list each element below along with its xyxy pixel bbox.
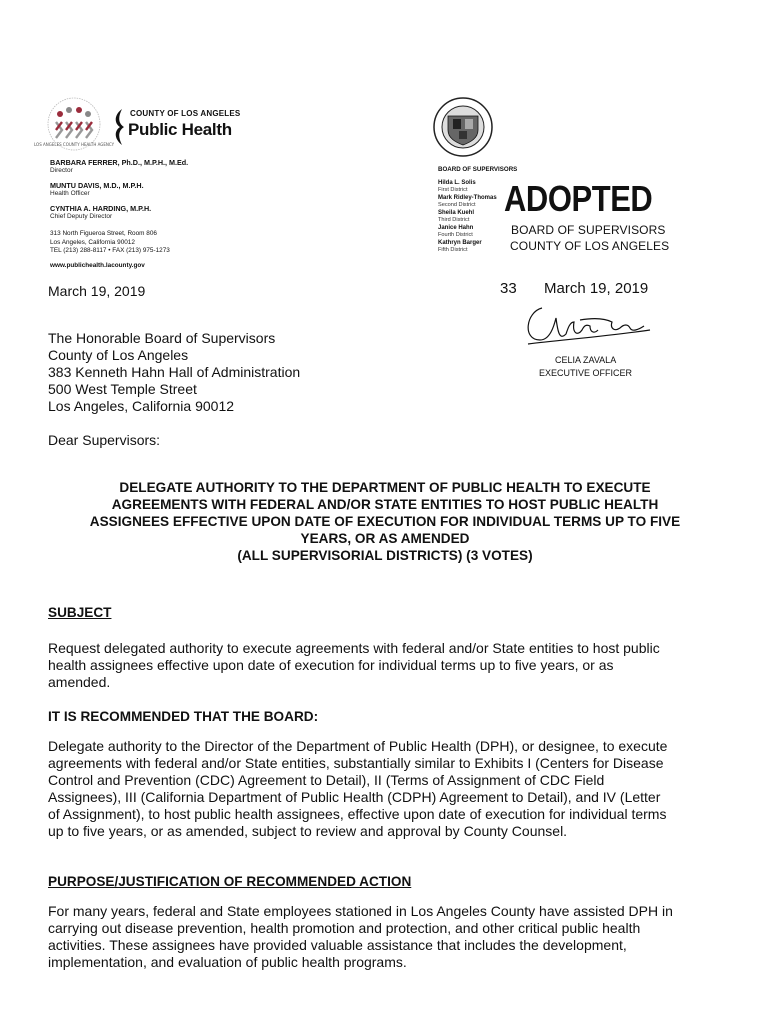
- paragraph-line: Delegate authority to the Director of the Department of Public Health (DPH), or designee, to execute: [48, 738, 668, 754]
- stamp-county-line: COUNTY OF LOS ANGELES: [510, 239, 670, 253]
- executive-officer-title: EXECUTIVE OFFICER: [539, 368, 633, 378]
- board-member-district: Second District: [438, 202, 476, 208]
- paragraph-line: health assignees effective upon date of execution for individual terms up to five years, or as: [48, 657, 614, 673]
- purpose-heading: PURPOSE/JUSTIFICATION OF RECOMMENDED ACTION: [48, 874, 412, 889]
- address-line: Los Angeles, California 90012: [50, 238, 135, 246]
- recommendation-heading: IT IS RECOMMENDED THAT THE BOARD:: [48, 709, 319, 724]
- board-member-name: Sheila Kuehl: [438, 210, 475, 216]
- staff-name: BARBARA FERRER, Ph.D., M.P.H., M.Ed.: [50, 158, 189, 167]
- website-link[interactable]: www.publichealth.lacounty.gov: [50, 261, 145, 269]
- title-line: ASSIGNEES EFFECTIVE UPON DATE OF EXECUTION FOR INDIVIDUAL TERMS UP TO FIVE: [89, 514, 681, 529]
- salutation: Dear Supervisors:: [48, 432, 161, 448]
- paragraph-line: Request delegated authority to execute agreements with federal and/or State entities to host public: [48, 640, 660, 656]
- board-member-district: Fourth District: [438, 232, 473, 238]
- agency-badge-text: LOS ANGELES COUNTY HEALTH AGENCY: [33, 142, 115, 147]
- staff-name: MUNTU DAVIS, M.D., M.P.H.: [50, 181, 144, 190]
- board-member-name: Janice Hahn: [438, 225, 474, 231]
- board-member-district: Third District: [438, 217, 470, 223]
- county-seal-icon: [432, 96, 494, 158]
- purpose-paragraph: [48, 903, 738, 971]
- county-label: COUNTY OF LOS ANGELES: [130, 109, 241, 118]
- adopted-date: March 19, 2019: [544, 280, 649, 297]
- address-line: TEL (213) 288-8117 • FAX (213) 975-1273: [50, 247, 170, 254]
- staff-name: CYNTHIA A. HARDING, M.P.H.: [50, 204, 152, 213]
- addressee-line: 383 Kenneth Hahn Hall of Administration: [48, 364, 301, 380]
- board-member-district: First District: [438, 187, 468, 193]
- board-member-name: Kathryn Barger: [438, 240, 482, 246]
- address-line: 313 North Figueroa Street, Room 806: [50, 230, 157, 237]
- paragraph-line: amended.: [48, 674, 111, 690]
- addressee-line: 500 West Temple Street: [48, 381, 197, 397]
- executive-officer-name: CELIA ZAVALA: [555, 355, 617, 365]
- addressee-line: County of Los Angeles: [48, 347, 189, 363]
- paragraph-line: Control and Prevention (CDC) Agreement to Detail), II (Terms of Assignment of CDC Field: [48, 772, 605, 788]
- addressee-line: The Honorable Board of Supervisors: [48, 330, 276, 346]
- addressee-line: Los Angeles, California 90012: [48, 398, 235, 414]
- letter-date: March 19, 2019: [48, 283, 146, 299]
- paragraph-line: agreements with federal and/or State entities, substantially similar to Exhibits I (Centers for Disease: [48, 755, 664, 771]
- paragraph-line: carrying out disease prevention, health promotion and protection, and other critical public health: [48, 920, 641, 936]
- paragraph-line: activities. These assignees have provided valuable assistance that includes the development,: [48, 937, 627, 953]
- paragraph-line: up to five years, or as amended, subject to review and approval by County Counsel.: [48, 823, 568, 839]
- addressee-block: [48, 330, 300, 415]
- staff-title: Director: [50, 167, 73, 174]
- letter-title: [40, 479, 730, 564]
- title-line: DELEGATE AUTHORITY TO THE DEPARTMENT OF PUBLIC HEALTH TO EXECUTE: [119, 480, 651, 495]
- agenda-item-number: 33: [500, 280, 517, 297]
- title-line: (ALL SUPERVISORIAL DISTRICTS) (3 VOTES): [237, 548, 533, 563]
- title-line: YEARS, OR AS AMENDED: [300, 531, 470, 546]
- adopted-stamp: ADOPTED: [504, 178, 653, 219]
- staff-title: Health Officer: [50, 190, 90, 197]
- department-logo: [112, 105, 252, 147]
- paragraph-line: of Assignment), to host public health assignees, effective upon date of execution for individual terms: [48, 806, 667, 822]
- department-name: Public Health: [128, 120, 232, 139]
- subject-heading: SUBJECT: [48, 605, 112, 620]
- board-member-name: Hilda L. Solis: [438, 180, 476, 186]
- health-agency-logo: [33, 96, 115, 156]
- board-member-district: Fifth District: [438, 247, 468, 253]
- board-header: BOARD OF SUPERVISORS: [438, 166, 518, 173]
- title-line: AGREEMENTS WITH FEDERAL AND/OR STATE ENTITIES TO HOST PUBLIC HEALTH: [111, 497, 659, 512]
- board-member-list: [438, 180, 497, 255]
- recommendation-paragraph: [48, 738, 738, 840]
- flame-icon: [112, 107, 128, 147]
- staff-title: Chief Deputy Director: [50, 213, 113, 220]
- subject-paragraph: [48, 640, 728, 691]
- paragraph-line: For many years, federal and State employees stationed in Los Angeles County have assisted DPH in: [48, 903, 673, 919]
- paragraph-line: implementation, and evaluation of public health programs.: [48, 954, 407, 970]
- board-member-name: Mark Ridley-Thomas: [438, 195, 497, 201]
- staff-list: [50, 158, 270, 269]
- paragraph-line: Assignees), III (California Department of Public Health (CDPH) Agreement to Detail), and IV (Letter: [48, 789, 661, 805]
- signature-icon: [520, 300, 655, 350]
- stamp-board-line: BOARD OF SUPERVISORS: [511, 223, 666, 237]
